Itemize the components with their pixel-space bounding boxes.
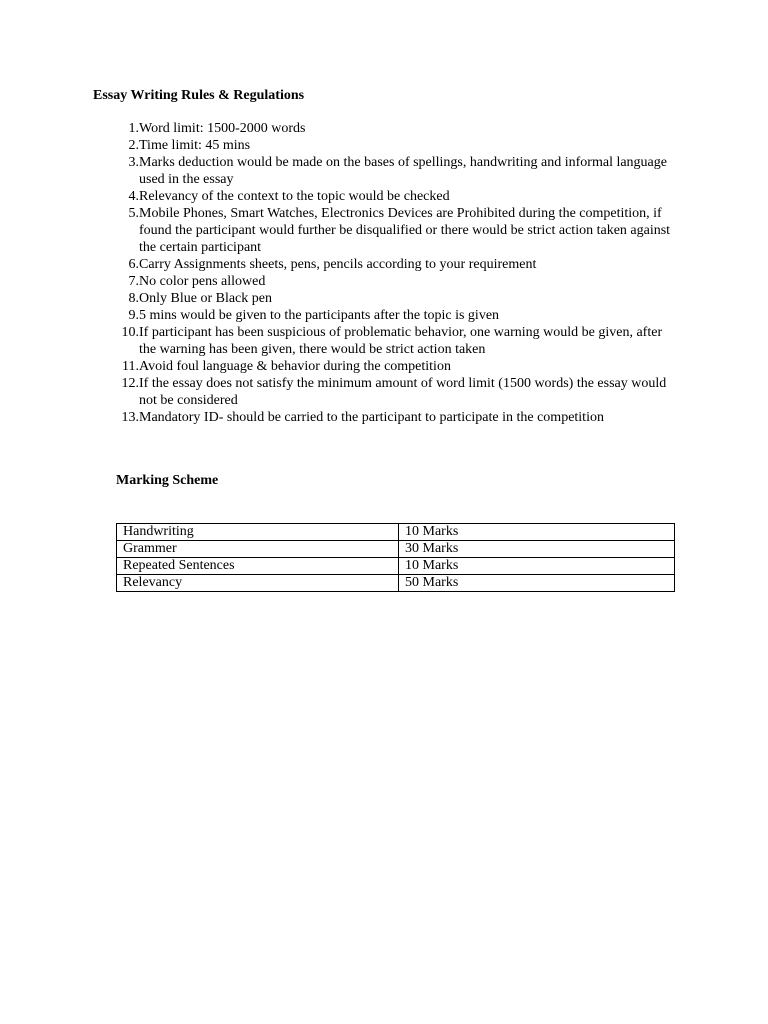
table-cell-marks: 30 Marks <box>399 541 675 558</box>
list-item <box>114 188 674 205</box>
list-item-text: No color pens allowed <box>139 274 266 289</box>
list-item-number: 13. <box>121 410 139 425</box>
table-cell-marks: 50 Marks <box>399 575 675 592</box>
list-item-number: 12. <box>121 376 139 391</box>
list-item-text: If participant has been suspicious of problematic behavior, one warning would be given, after the warning has been given, there would be strict action taken <box>139 325 663 357</box>
table-cell-criterion: Repeated Sentences <box>117 558 399 575</box>
list-item <box>114 307 674 324</box>
list-item-number: 3. <box>128 155 139 170</box>
list-item-text: Relevancy of the context to the topic would be checked <box>139 189 450 204</box>
list-item-number: 7. <box>128 274 139 289</box>
table-cell-marks: 10 Marks <box>399 524 675 541</box>
list-item <box>114 205 674 256</box>
list-item-text: If the essay does not satisfy the minimum amount of word limit (1500 words) the essay would not be considered <box>139 376 667 408</box>
marking-scheme-title: Marking Scheme <box>116 473 219 488</box>
list-item-text: Time limit: 45 mins <box>139 138 251 153</box>
list-item <box>114 290 674 307</box>
table-cell-marks: 10 Marks <box>399 558 675 575</box>
list-item-number: 4. <box>128 189 139 204</box>
list-item <box>114 324 674 358</box>
list-item-text: Mandatory ID- should be carried to the participant to participate in the competition <box>139 410 604 425</box>
table-row <box>117 558 675 575</box>
list-item-number: 6. <box>128 257 139 272</box>
list-item <box>114 375 674 409</box>
list-item-text: Carry Assignments sheets, pens, pencils according to your requirement <box>139 257 537 272</box>
table-cell-criterion: Relevancy <box>117 575 399 592</box>
list-item <box>114 256 674 273</box>
list-item-number: 10. <box>121 325 139 340</box>
rules-list <box>114 120 674 426</box>
list-item-number: 8. <box>128 291 139 306</box>
list-item-text: Mobile Phones, Smart Watches, Electronics Devices are Prohibited during the competition, if found the participant would further be disqualified or there would be strict action taken against the certain participant <box>139 206 671 255</box>
document-title: Essay Writing Rules & Regulations <box>93 88 305 103</box>
list-item-text: 5 mins would be given to the participants after the topic is given <box>139 308 500 323</box>
list-item-number: 2. <box>128 138 139 153</box>
list-item-number: 11. <box>122 359 139 374</box>
table-row <box>117 541 675 558</box>
table-cell-criterion: Handwriting <box>117 524 399 541</box>
table-row <box>117 524 675 541</box>
table-row <box>117 575 675 592</box>
list-item <box>114 358 674 375</box>
list-item <box>114 154 674 188</box>
list-item-text: Word limit: 1500-2000 words <box>139 121 306 136</box>
list-item-text: Only Blue or Black pen <box>139 291 272 306</box>
table-cell-criterion: Grammer <box>117 541 399 558</box>
list-item <box>114 409 674 426</box>
list-item-text: Avoid foul language & behavior during the competition <box>139 359 451 374</box>
list-item <box>114 273 674 290</box>
marking-scheme-table <box>116 523 675 592</box>
list-item <box>114 137 674 154</box>
list-item-number: 1. <box>128 121 139 136</box>
list-item <box>114 120 674 137</box>
list-item-number: 5. <box>128 206 139 221</box>
list-item-number: 9. <box>128 308 139 323</box>
list-item-text: Marks deduction would be made on the bases of spellings, handwriting and informal language used in the essay <box>139 155 667 187</box>
